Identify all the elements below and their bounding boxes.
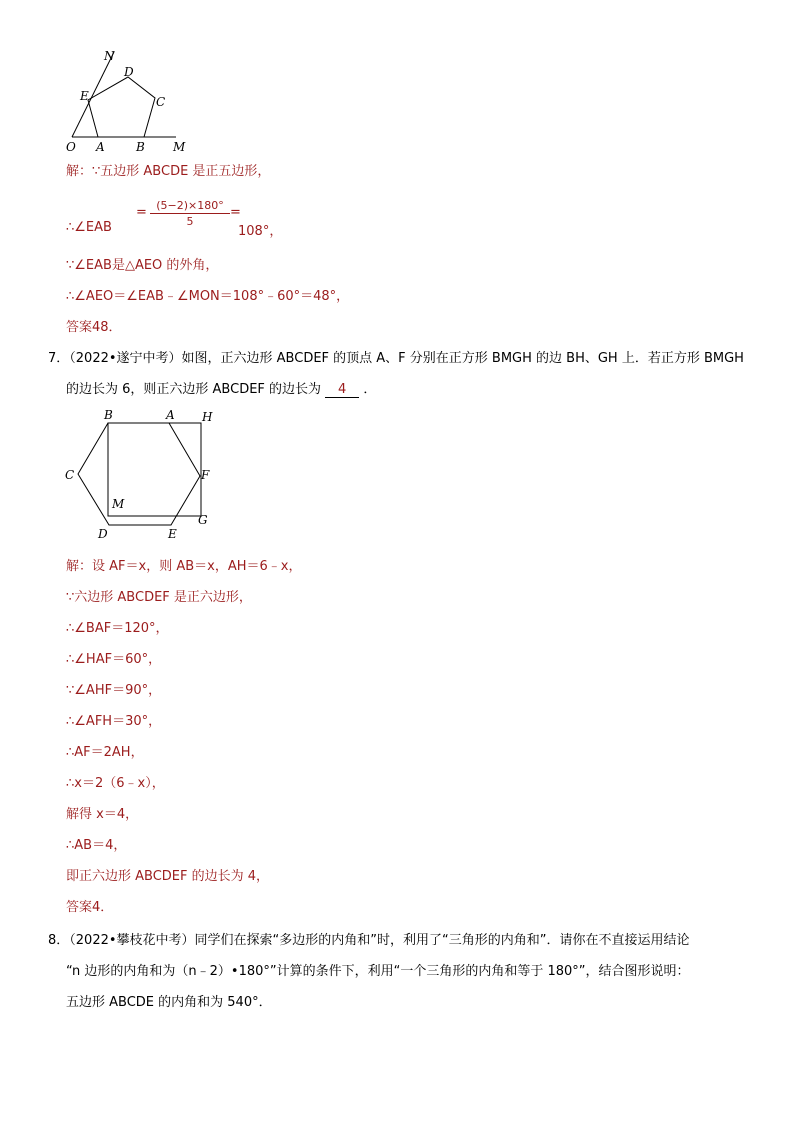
sol6-line4: ∴∠AEO＝∠EAB﹣∠MON＝108°﹣60°＝48°， bbox=[66, 289, 350, 304]
q7-answer-blank: 4 bbox=[325, 382, 359, 398]
sol6-line1: 解：∵五边形 ABCDE 是正五边形， bbox=[66, 164, 271, 179]
q8-line1: 8．（2022•攀枝花中考）同学们在探索“多边形的内角和”时，利用了“三角形的内角和”．请你在不直接运用结论 bbox=[48, 933, 690, 948]
label-A: A bbox=[166, 408, 175, 422]
sol7-line: ∴AF＝2AH， bbox=[66, 745, 144, 760]
label-M: M bbox=[112, 497, 125, 511]
q7-line2-text: 的边长为 6，则正六边形 ABCDEF 的边长为 bbox=[66, 382, 322, 397]
label-F: F bbox=[201, 468, 210, 482]
label-B: B bbox=[136, 140, 145, 154]
label-C: C bbox=[65, 468, 75, 482]
q7-line1: 7．（2022•遂宁中考）如图，正六边形 ABCDEF 的顶点 A、F 分别在正方形 BMGH 的边 BH、GH 上．若正方形 BMGH bbox=[48, 351, 744, 366]
label-C: C bbox=[156, 95, 166, 109]
sol6-eq1: = bbox=[136, 205, 147, 220]
sol6-line2-suffix: 108°， bbox=[238, 224, 283, 239]
sol7-line: ∵六边形 ABCDEF 是正六边形， bbox=[66, 590, 252, 605]
label-B: B bbox=[104, 408, 113, 422]
sol6-answer: 答案48． bbox=[66, 320, 122, 335]
sol7-line: 即正六边形 ABCDEF 的边长为 4， bbox=[66, 869, 270, 884]
fraction-numerator: (5−2)×180° bbox=[150, 199, 230, 214]
hexagon-square-figure bbox=[60, 404, 220, 544]
label-N: N bbox=[104, 49, 115, 63]
q7-line2 bbox=[66, 378, 376, 398]
q8-line3: 五边形 ABCDE 的内角和为 540°． bbox=[66, 995, 272, 1010]
sol7-answer: 答案4． bbox=[66, 900, 114, 915]
sol7-line: ∵∠AHF＝90°， bbox=[66, 683, 162, 698]
sol7-line: 解得 x＝4， bbox=[66, 807, 139, 822]
label-E: E bbox=[168, 527, 177, 541]
sol7-line: ∴∠BAF＝120°， bbox=[66, 621, 169, 636]
label-O: O bbox=[66, 140, 76, 154]
label-A: A bbox=[96, 140, 105, 154]
q8-line2: “n 边形的内角和为（n﹣2）•180°”计算的条件下，利用“一个三角形的内角和等于 180°”，结合图形说明： bbox=[66, 964, 690, 979]
label-D: D bbox=[124, 65, 134, 79]
fraction-denominator: 5 bbox=[186, 215, 194, 228]
label-H: H bbox=[202, 410, 213, 424]
sol7-line: ∴∠HAF＝60°， bbox=[66, 652, 162, 667]
q7-line2-suffix: ． bbox=[363, 382, 377, 397]
label-D: D bbox=[98, 527, 108, 541]
label-M: M bbox=[173, 140, 186, 154]
sol7-line: ∴x＝2（6﹣x）， bbox=[66, 776, 165, 791]
pentagon-figure bbox=[60, 42, 200, 154]
sol6-line2-prefix: ∴∠EAB bbox=[66, 220, 112, 235]
sol6-eq2: = bbox=[230, 205, 241, 220]
fraction bbox=[150, 199, 230, 228]
sol6-line3: ∵∠EAB是△AEO 的外角， bbox=[66, 258, 219, 273]
sol7-line: ∴∠AFH＝30°， bbox=[66, 714, 162, 729]
sol7-line: 解：设 AF＝x，则 AB＝x，AH＝6﹣x， bbox=[66, 559, 302, 574]
label-E: E bbox=[80, 89, 89, 103]
label-G: G bbox=[198, 513, 208, 527]
sol7-line: ∴AB＝4， bbox=[66, 838, 127, 853]
